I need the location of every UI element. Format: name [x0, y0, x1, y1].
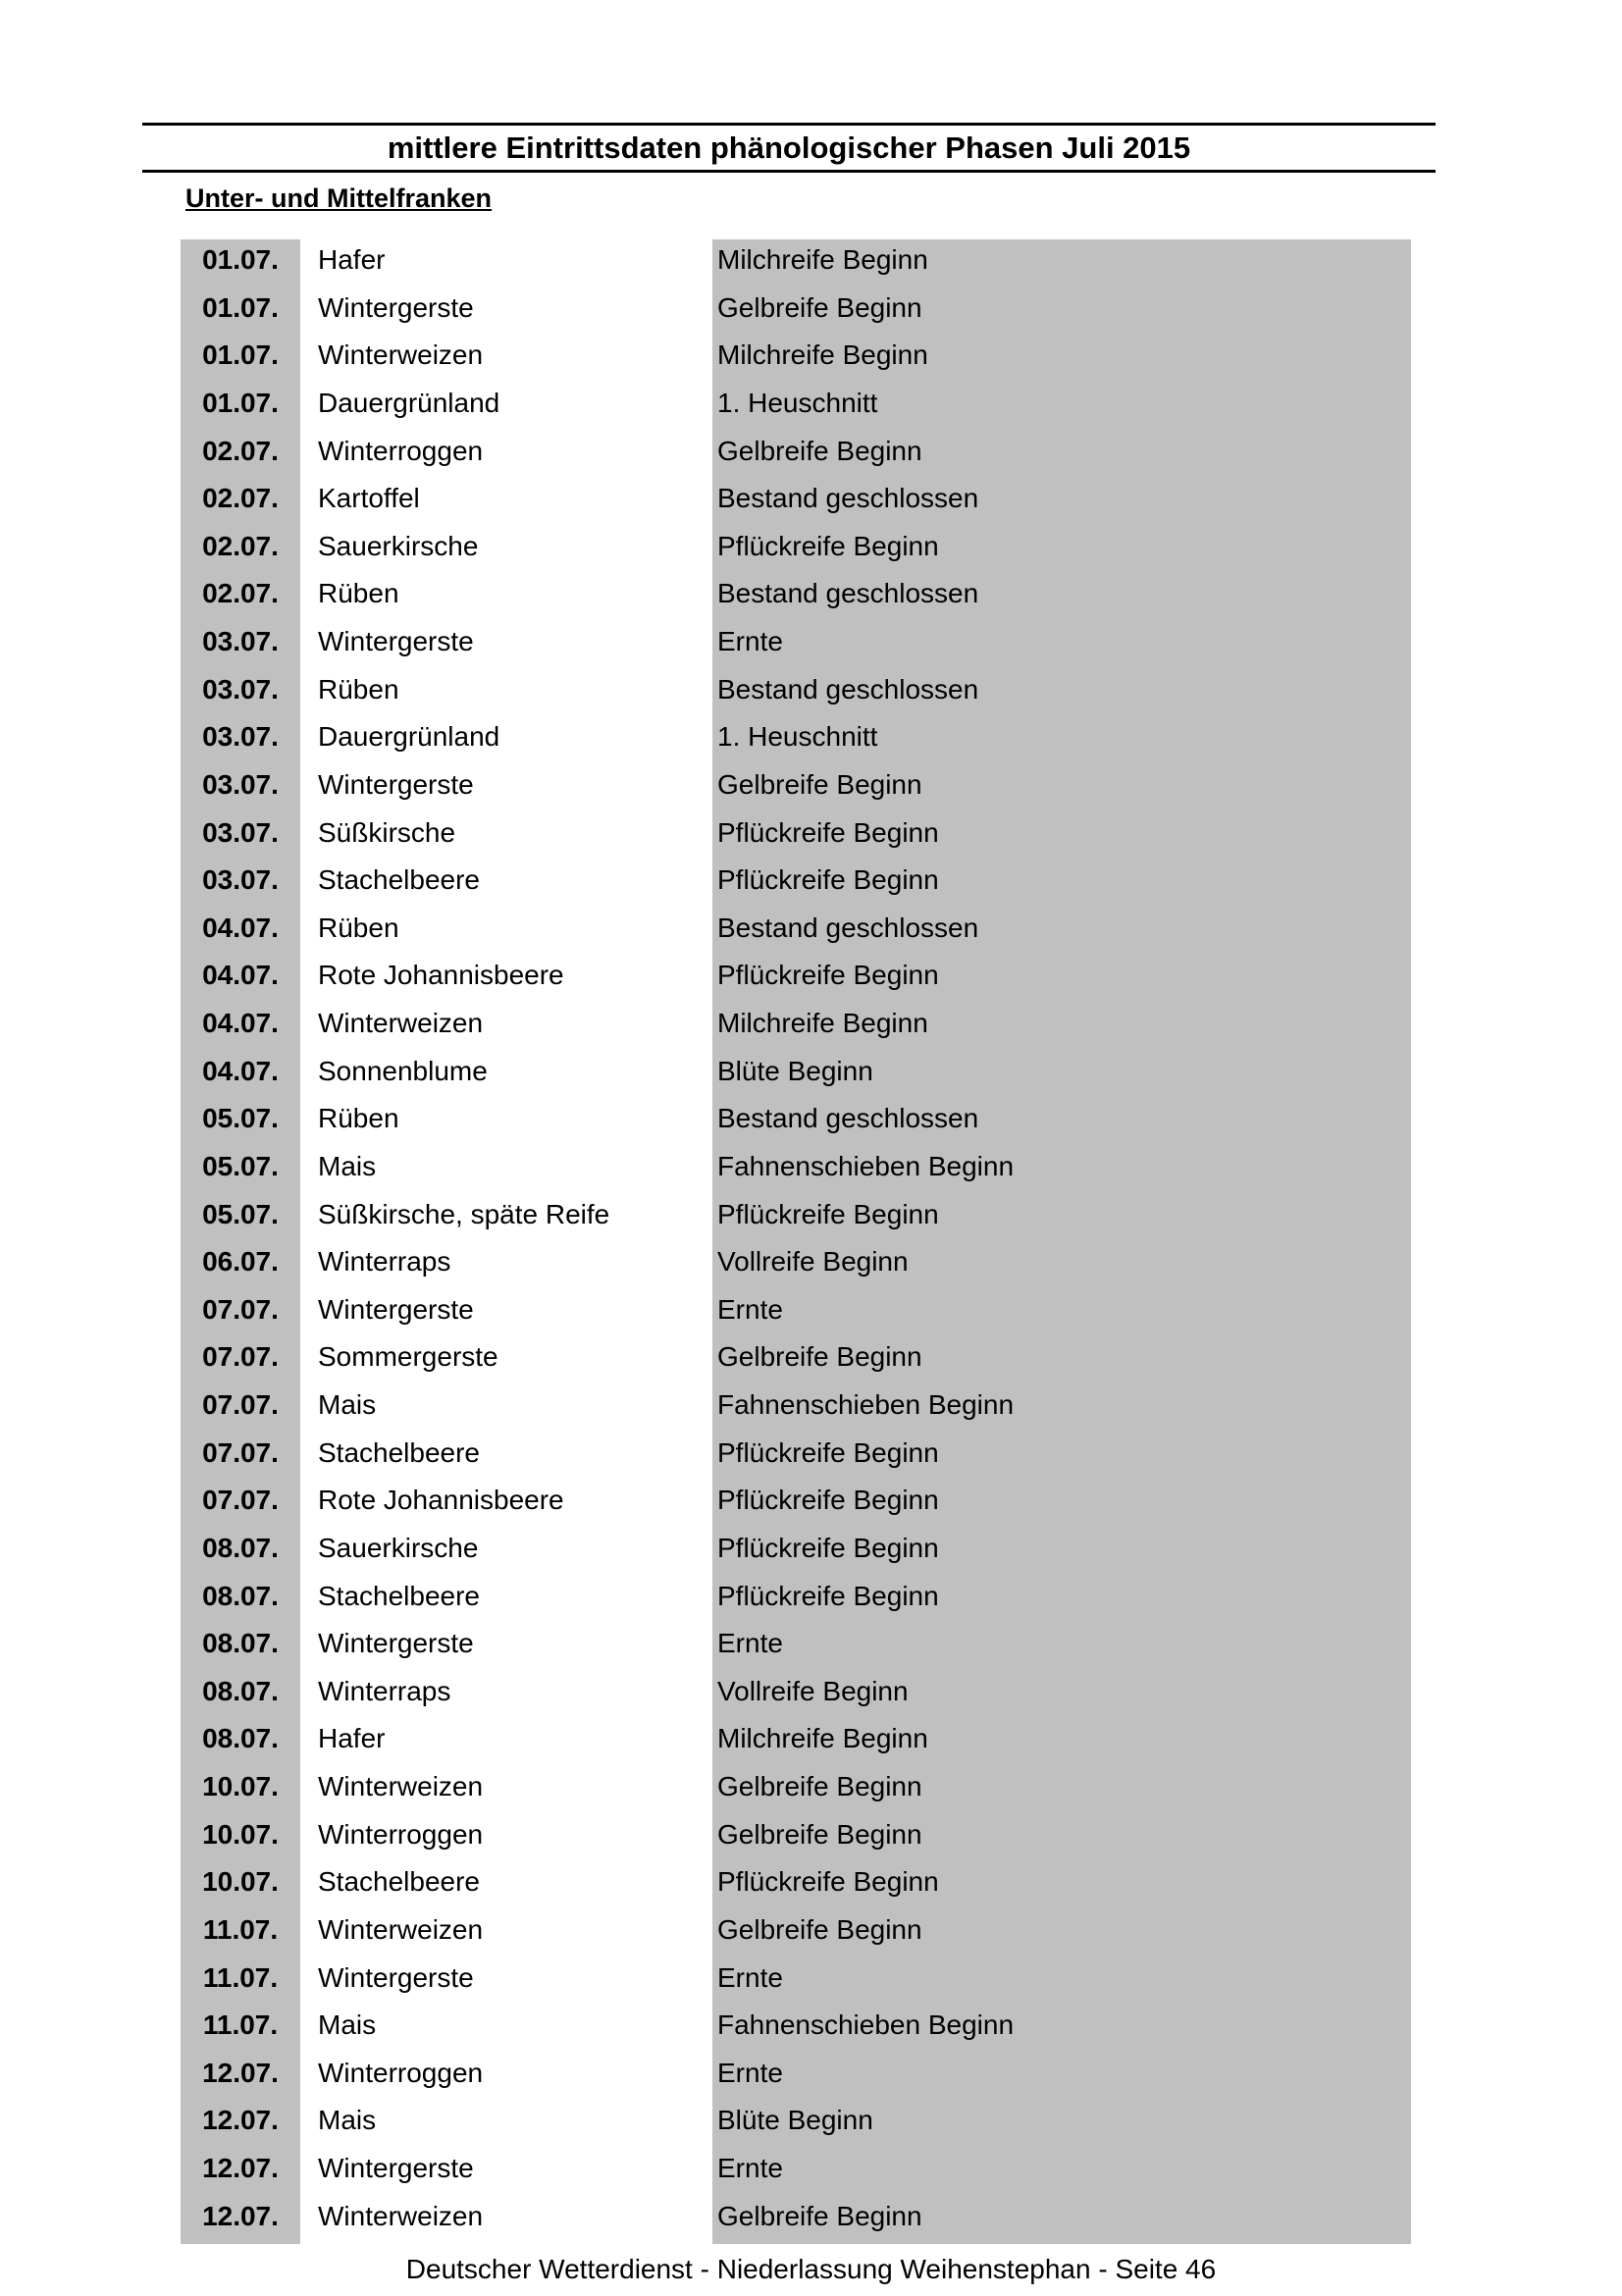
plant-cell: Winterraps	[318, 1246, 451, 1278]
table-row	[181, 1766, 1411, 1814]
date-cell: 01.07.	[202, 387, 279, 418]
phase-cell: Pflückreife Beginn	[717, 530, 939, 561]
table-row	[181, 1576, 1411, 1624]
table-row	[181, 526, 1411, 574]
phase-cell: Bestand geschlossen	[717, 673, 979, 704]
table-row	[181, 1146, 1411, 1194]
date-cell: 12.07.	[202, 2105, 279, 2136]
date-cell: 08.07.	[202, 1675, 279, 1706]
table-row	[181, 1051, 1411, 1099]
phase-cell: Pflückreife Beginn	[717, 1198, 939, 1229]
date-cell: 01.07.	[202, 339, 279, 371]
phase-cell: Milchreife Beginn	[717, 1008, 928, 1038]
plant-cell: Rüben	[318, 912, 399, 943]
date-cell: 05.07.	[202, 1103, 279, 1134]
plant-cell: Sommergerste	[318, 1341, 498, 1373]
plant-cell: Winterroggen	[318, 2057, 484, 2088]
phase-cell: Fahnenschieben Beginn	[717, 1389, 1015, 1420]
plant-cell: Süßkirsche, späte Reife	[318, 1198, 610, 1229]
table-row	[181, 1528, 1411, 1576]
table-row	[181, 1480, 1411, 1528]
phase-cell: Milchreife Beginn	[717, 244, 928, 275]
plant-cell: Stachelbeere	[318, 1866, 481, 1898]
date-cell: 08.07.	[202, 1628, 279, 1659]
date-cell: 10.07.	[202, 1771, 279, 1801]
date-cell: 08.07.	[202, 1532, 279, 1563]
date-cell: 08.07.	[202, 1723, 279, 1754]
plant-cell: Winterweizen	[318, 1771, 484, 1801]
title-rule-bottom	[142, 170, 1436, 173]
date-cell: 03.07.	[202, 626, 279, 656]
plant-cell: Mais	[318, 1389, 377, 1420]
plant-cell: Hafer	[318, 244, 386, 275]
plant-cell: Winterroggen	[318, 1818, 484, 1850]
phase-cell: Ernte	[717, 1628, 783, 1659]
phase-cell: Gelbreife Beginn	[717, 2200, 922, 2231]
table-row	[181, 860, 1411, 908]
table-row	[181, 908, 1411, 956]
phase-cell: Blüte Beginn	[717, 2105, 873, 2136]
plant-cell: Dauergrünland	[318, 387, 500, 418]
phase-cell: Gelbreife Beginn	[717, 768, 922, 800]
phenology-table	[181, 239, 1411, 2243]
date-cell: 12.07.	[202, 2200, 279, 2231]
page-footer: Deutscher Wetterdienst - Niederlassung Weihenstephan - Seite 46	[405, 2254, 1217, 2284]
plant-cell: Rüben	[318, 1103, 399, 1134]
plant-cell: Dauergrünland	[318, 721, 500, 753]
date-cell: 02.07.	[202, 483, 279, 514]
phase-cell: Bestand geschlossen	[717, 578, 979, 609]
date-cell: 12.07.	[202, 2153, 279, 2183]
date-cell: 12.07.	[202, 2057, 279, 2088]
phase-cell: Fahnenschieben Beginn	[717, 2009, 1015, 2041]
plant-cell: Mais	[318, 1150, 377, 1181]
plant-cell: Hafer	[318, 1723, 386, 1754]
phase-cell: Pflückreife Beginn	[717, 864, 939, 896]
table-row	[181, 2005, 1411, 2053]
table-row	[181, 764, 1411, 812]
date-cell: 07.07.	[202, 1293, 279, 1325]
phase-cell: Vollreife Beginn	[717, 1675, 909, 1706]
table-row	[181, 239, 1411, 287]
table-row	[181, 2100, 1411, 2148]
plant-cell: Wintergerste	[318, 291, 474, 323]
date-cell: 02.07.	[202, 530, 279, 561]
phase-cell: Fahnenschieben Beginn	[717, 1150, 1015, 1181]
plant-cell: Sauerkirsche	[318, 1532, 479, 1563]
plant-cell: Winterweizen	[318, 2200, 484, 2231]
table-row	[181, 335, 1411, 383]
plant-cell: Rüben	[318, 578, 399, 609]
table-row	[181, 1433, 1411, 1481]
date-cell: 10.07.	[202, 1818, 279, 1850]
date-cell: 10.07.	[202, 1866, 279, 1898]
date-cell: 03.07.	[202, 721, 279, 753]
plant-cell: Rote Johannisbeere	[318, 960, 564, 991]
date-cell: 04.07.	[202, 1055, 279, 1086]
date-cell: 11.07.	[202, 2009, 279, 2041]
plant-cell: Mais	[318, 2009, 377, 2041]
plant-cell: Sonnenblume	[318, 1055, 488, 1086]
phase-cell: Bestand geschlossen	[717, 912, 979, 943]
table-row	[181, 1384, 1411, 1433]
date-cell: 07.07.	[202, 1341, 279, 1373]
table-row	[181, 716, 1411, 764]
date-cell: 04.07.	[202, 960, 279, 991]
plant-cell: Winterraps	[318, 1675, 451, 1706]
phase-cell: Bestand geschlossen	[717, 1103, 979, 1134]
phase-cell: Ernte	[717, 1961, 783, 1993]
phase-cell: Gelbreife Beginn	[717, 1818, 922, 1850]
plant-cell: Stachelbeere	[318, 1580, 481, 1611]
phase-cell: Bestand geschlossen	[717, 483, 979, 514]
date-cell: 03.07.	[202, 768, 279, 800]
plant-cell: Sauerkirsche	[318, 530, 479, 561]
table-row	[181, 431, 1411, 479]
date-cell: 03.07.	[202, 816, 279, 848]
phase-cell: Ernte	[717, 626, 783, 656]
table-row	[181, 287, 1411, 336]
date-cell: 04.07.	[202, 1008, 279, 1038]
title-rule-top	[142, 123, 1436, 126]
date-cell: 07.07.	[202, 1389, 279, 1420]
phase-cell: Ernte	[717, 2153, 783, 2183]
phase-cell: Ernte	[717, 1293, 783, 1325]
phase-cell: Pflückreife Beginn	[717, 816, 939, 848]
date-cell: 01.07.	[202, 291, 279, 323]
phase-cell: Gelbreife Beginn	[717, 1341, 922, 1373]
table-row	[181, 573, 1411, 621]
plant-cell: Mais	[318, 2105, 377, 2136]
plant-cell: Winterroggen	[318, 435, 484, 466]
table-row	[181, 1671, 1411, 1719]
phase-cell: Pflückreife Beginn	[717, 1866, 939, 1898]
phase-cell: Pflückreife Beginn	[717, 1532, 939, 1563]
table-row	[181, 2196, 1411, 2244]
table-row	[181, 1623, 1411, 1671]
phase-cell: Ernte	[717, 2057, 783, 2088]
plant-cell: Wintergerste	[318, 626, 474, 656]
plant-cell: Wintergerste	[318, 768, 474, 800]
plant-cell: Rote Johannisbeere	[318, 1485, 564, 1516]
table-row	[181, 383, 1411, 431]
phase-cell: Pflückreife Beginn	[717, 1580, 939, 1611]
region-heading: Unter- und Mittelfranken	[185, 183, 493, 213]
plant-cell: Stachelbeere	[318, 864, 481, 896]
page-title: mittlere Eintrittsdaten phänologischer Phasen Juli 2015	[387, 130, 1191, 165]
date-cell: 02.07.	[202, 435, 279, 466]
date-cell: 07.07.	[202, 1436, 279, 1468]
table-row	[181, 1957, 1411, 2006]
plant-cell: Wintergerste	[318, 1961, 474, 1993]
phase-cell: Gelbreife Beginn	[717, 435, 922, 466]
phase-cell: Gelbreife Beginn	[717, 291, 922, 323]
plant-cell: Rüben	[318, 673, 399, 704]
phase-cell: Milchreife Beginn	[717, 1723, 928, 1754]
table-row	[181, 1194, 1411, 1242]
table-row	[181, 669, 1411, 717]
plant-cell: Süßkirsche	[318, 816, 456, 848]
table-row	[181, 1003, 1411, 1051]
table-row	[181, 2053, 1411, 2101]
table-row	[181, 2148, 1411, 2196]
phase-cell: 1. Heuschnitt	[717, 387, 878, 418]
date-cell: 08.07.	[202, 1580, 279, 1611]
table-row	[181, 1861, 1411, 1909]
phase-cell: Vollreife Beginn	[717, 1246, 909, 1278]
table-row	[181, 621, 1411, 669]
phase-cell: Pflückreife Beginn	[717, 960, 939, 991]
date-cell: 03.07.	[202, 864, 279, 896]
date-cell: 11.07.	[202, 1961, 279, 1993]
table-row	[181, 1241, 1411, 1289]
phase-cell: Gelbreife Beginn	[717, 1771, 922, 1801]
table-row	[181, 1814, 1411, 1862]
plant-cell: Winterweizen	[318, 1008, 484, 1038]
phase-cell: Pflückreife Beginn	[717, 1436, 939, 1468]
phase-cell: 1. Heuschnitt	[717, 721, 878, 753]
table-row	[181, 812, 1411, 861]
table-row	[181, 478, 1411, 526]
plant-cell: Winterweizen	[318, 339, 484, 371]
table-row	[181, 1289, 1411, 1337]
date-cell: 05.07.	[202, 1198, 279, 1229]
date-cell: 05.07.	[202, 1150, 279, 1181]
date-cell: 07.07.	[202, 1485, 279, 1516]
date-cell: 02.07.	[202, 578, 279, 609]
plant-cell: Wintergerste	[318, 2153, 474, 2183]
phase-cell: Gelbreife Beginn	[717, 1913, 922, 1945]
table-row	[181, 955, 1411, 1003]
date-cell: 06.07.	[202, 1246, 279, 1278]
date-cell: 04.07.	[202, 912, 279, 943]
plant-cell: Kartoffel	[318, 483, 420, 514]
table-row	[181, 1098, 1411, 1146]
date-cell: 03.07.	[202, 673, 279, 704]
phase-cell: Blüte Beginn	[717, 1055, 873, 1086]
date-cell: 11.07.	[202, 1913, 279, 1945]
plant-cell: Wintergerste	[318, 1293, 474, 1325]
table-row	[181, 1909, 1411, 1957]
phase-cell: Pflückreife Beginn	[717, 1485, 939, 1516]
plant-cell: Winterweizen	[318, 1913, 484, 1945]
table-row	[181, 1336, 1411, 1384]
table-row	[181, 1718, 1411, 1766]
plant-cell: Stachelbeere	[318, 1436, 481, 1468]
plant-cell: Wintergerste	[318, 1628, 474, 1659]
phase-cell: Milchreife Beginn	[717, 339, 928, 371]
date-cell: 01.07.	[202, 244, 279, 275]
